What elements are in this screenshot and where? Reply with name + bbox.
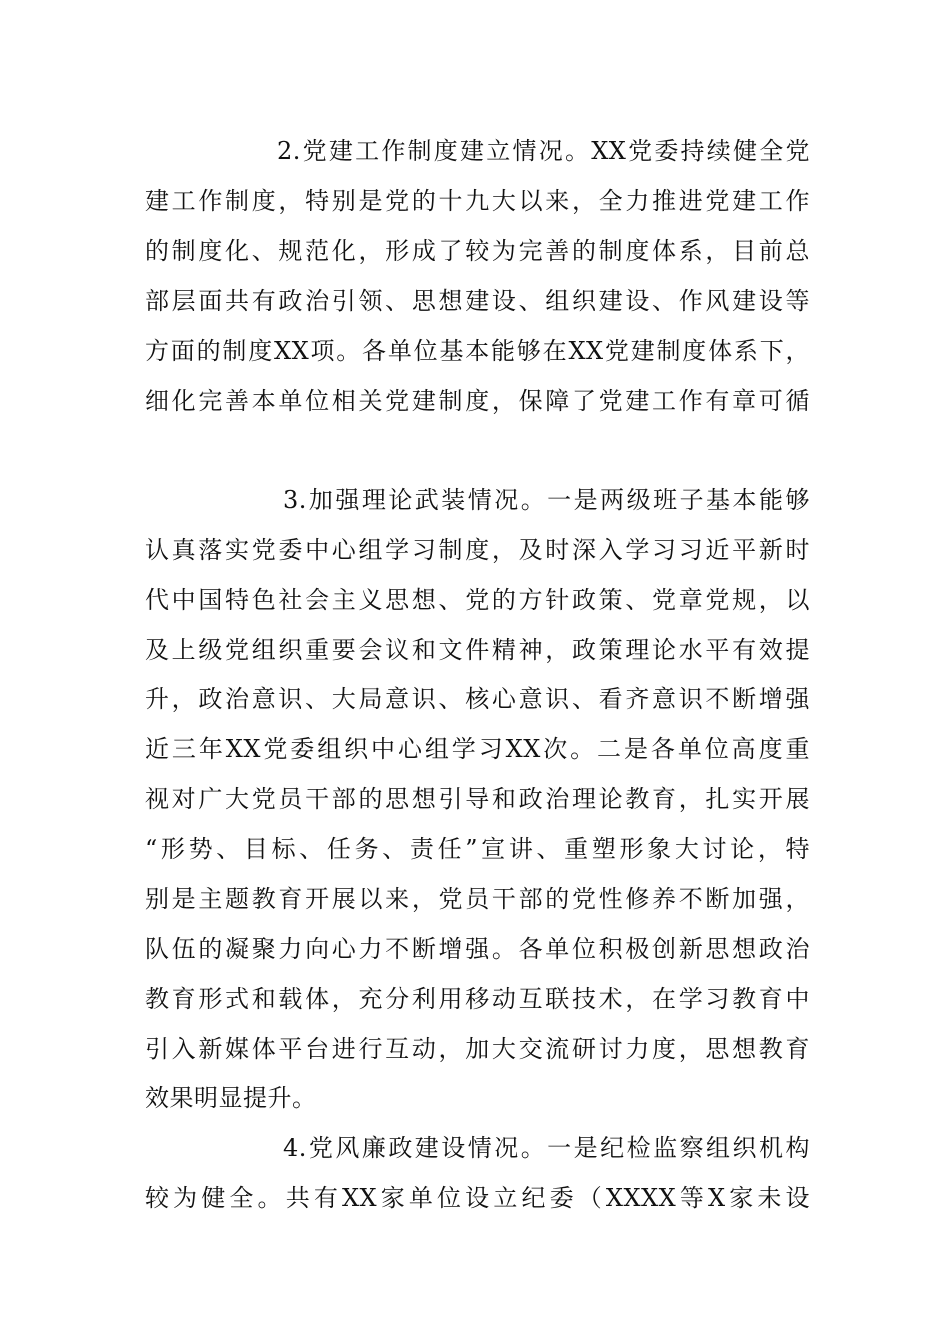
- paragraph-line: 4.党风廉政建设情况。一是纪检监察组织机构: [283, 1134, 810, 1162]
- paragraph-line: 队伍的凝聚力向心力不断增强。各单位积极创新思想政治: [145, 935, 810, 963]
- paragraph-line: 近三年XX党委组织中心组学习XX次。二是各单位高度重: [145, 735, 810, 763]
- paragraph-line: 的制度化、规范化，形成了较为完善的制度体系，目前总: [145, 237, 810, 265]
- paragraph-line: 教育形式和载体，充分利用移动互联技术，在学习教育中: [145, 985, 810, 1013]
- paragraph-line: “形势、目标、任务、责任”宣讲、重塑形象大讨论，特: [145, 835, 810, 863]
- paragraph-line: 较为健全。共有XX家单位设立纪委（XXXX等X家未设: [145, 1184, 810, 1212]
- paragraph-line: 视对广大党员干部的思想引导和政治理论教育，扎实开展: [145, 785, 810, 813]
- paragraph-line: 3.加强理论武装情况。一是两级班子基本能够: [283, 486, 810, 514]
- paragraph-line: 部层面共有政治引领、思想建设、组织建设、作风建设等: [145, 287, 810, 315]
- paragraph-line: 认真落实党委中心组学习制度，及时深入学习习近平新时: [145, 536, 810, 564]
- paragraph-line: 建工作制度，特别是党的十九大以来，全力推进党建工作: [145, 187, 810, 215]
- paragraph-line: 及上级党组织重要会议和文件精神，政策理论水平有效提: [145, 636, 810, 664]
- paragraph-line: 细化完善本单位相关党建制度，保障了党建工作有章可循: [145, 387, 810, 415]
- paragraph-line: 方面的制度XX项。各单位基本能够在XX党建制度体系下，: [145, 337, 810, 365]
- paragraph-line: 2.党建工作制度建立情况。XX党委持续健全党: [277, 137, 810, 165]
- paragraph-line: 升，政治意识、大局意识、核心意识、看齐意识不断增强: [145, 685, 810, 713]
- paragraph-line: 别是主题教育开展以来，党员干部的党性修养不断加强，: [145, 885, 810, 913]
- paragraph-line: 效果明显提升。: [145, 1084, 317, 1112]
- paragraph-line: 引入新媒体平台进行互动，加大交流研讨力度，思想教育: [145, 1035, 810, 1063]
- paragraph-line: 代中国特色社会主义思想、党的方针政策、党章党规，以: [145, 586, 810, 614]
